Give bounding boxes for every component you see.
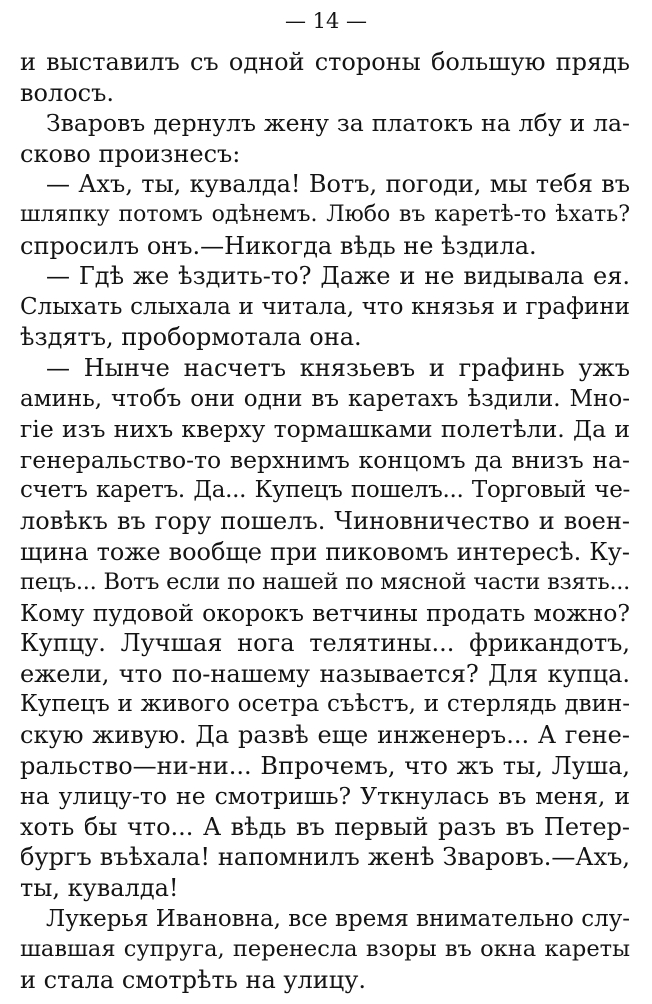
text-line: ты, кувалда! <box>20 874 179 903</box>
text-line: сково произнесъ: <box>20 139 241 168</box>
text-line: генеральство-то верхнимъ концомъ да внизъ на- <box>20 445 630 474</box>
text-line: аминь, чтобъ они одни въ каретахъ ѣздили. Мно- <box>20 385 630 412</box>
text-line: — Ахъ, ты, кувалда! Вотъ, погоди, мы тебя въ <box>46 170 630 199</box>
text-line: гіе изъ нихъ кверху тормашками полетѣли. Да и <box>20 415 630 444</box>
paragraph <box>20 353 630 904</box>
text-line: ѣздятъ, пробормотала она. <box>20 323 362 352</box>
text-line: на улицу-то не смотришь? Уткнулась въ меня, и <box>20 782 630 811</box>
text-line: счетъ каретъ. Да... Купецъ пошелъ... Торговый че- <box>20 477 630 504</box>
text-line: Зваровъ дернулъ жену за платокъ на лбу и ла- <box>46 109 630 138</box>
page-number-header: — 14 — <box>284 9 368 33</box>
text-line: шавшая супруга, перенесла взоры въ окна кареты <box>20 936 630 963</box>
text-line: Лукерья Ивановна, все время внимательно слу- <box>46 905 630 932</box>
body-text <box>20 47 630 995</box>
text-line: — Гдѣ же ѣздить-то? Даже и не видывала ея. <box>46 262 630 291</box>
text-line: ловѣкъ въ гору пошелъ. Чиновничество и воен- <box>20 506 630 535</box>
text-line: спросилъ онъ.—Никогда вѣдь не ѣздила. <box>20 231 537 260</box>
paragraph <box>20 904 630 996</box>
text-line: и стала смотрѣть на улицу. <box>20 965 366 994</box>
text-line: волосъ. <box>20 78 114 107</box>
paragraph <box>20 169 630 261</box>
text-line: бургъ въѣхала! напомнилъ женѣ Зваровъ.—Ахъ, <box>20 843 630 872</box>
paragraph <box>20 47 630 108</box>
text-line: Кому пудовой окорокъ ветчины продать можно? <box>20 598 630 627</box>
text-line: Купцу. Лучшая нога телятины... фрикандотъ, <box>20 629 630 658</box>
paragraph <box>20 261 630 353</box>
text-line: хоть бы что... А вѣдь въ первый разъ въ Петер- <box>20 812 630 841</box>
text-line: — Нынче насчетъ князьевъ и графинь ужъ <box>46 353 630 382</box>
text-line: щина тоже вообще при пиковомъ интересѣ. Ку- <box>20 537 630 566</box>
text-line: и выставилъ съ одной стороны большую прядь <box>20 48 630 76</box>
text-line: шляпку потомъ одѣнемъ. Любо въ каретѣ-то ѣхать? <box>20 201 630 227</box>
text-line: пецъ... Вотъ если по нашей по мясной части взять... <box>20 569 630 596</box>
text-line: скую живую. Да развѣ еще инженеръ... А гене- <box>20 721 630 750</box>
text-line: ральство—ни-ни... Впрочемъ, что жъ ты, Луша, <box>20 751 630 780</box>
text-line: ежели, что по-нашему называется? Для купца. <box>20 659 630 688</box>
text-line: Купецъ и живого осетра съѣстъ, и стерлядь двин- <box>20 691 630 718</box>
paragraph <box>20 108 630 169</box>
text-line: Слыхать слыхала и читала, что князья и графини <box>20 293 630 320</box>
